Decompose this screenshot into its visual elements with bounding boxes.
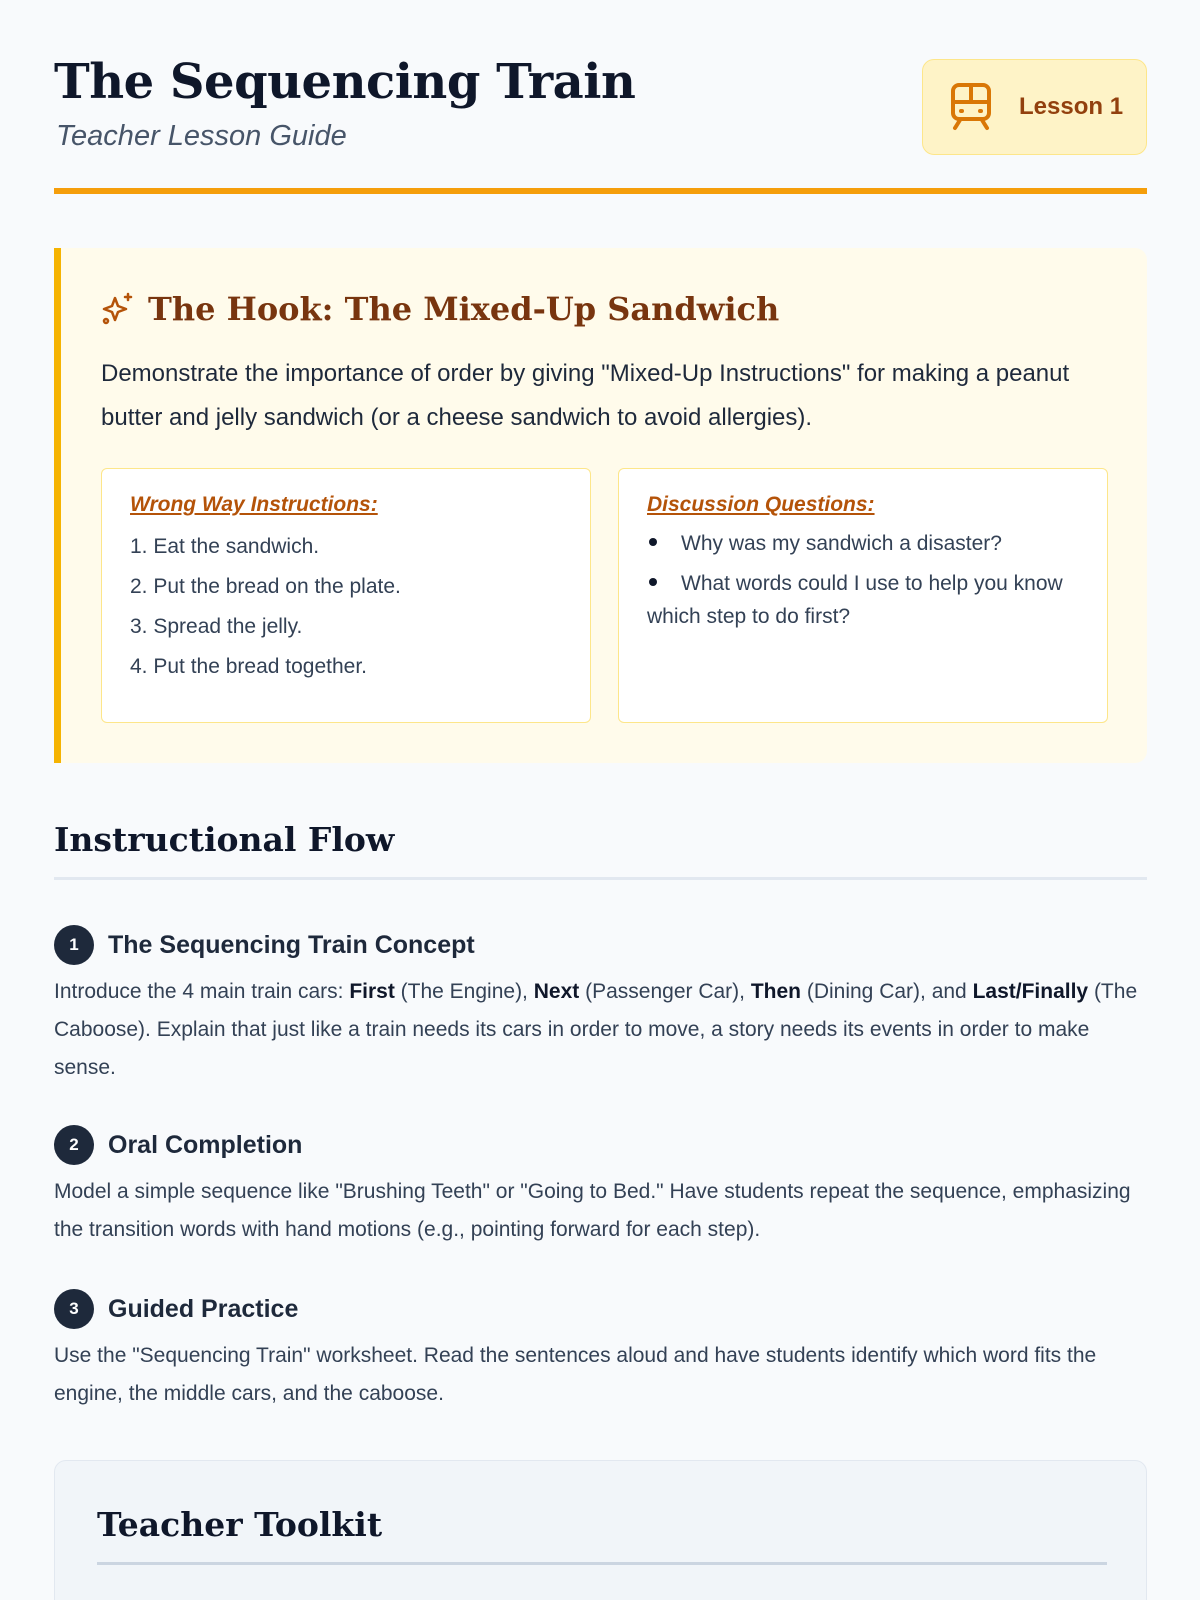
discussion-card xyxy=(618,468,1108,723)
step-header xyxy=(54,1289,1147,1329)
flow-step-3 xyxy=(54,1289,1147,1413)
hook-title: The Hook: The Mixed-Up Sandwich xyxy=(148,290,780,328)
discussion-list xyxy=(647,527,1079,633)
toolkit-heading: Teacher Toolkit xyxy=(97,1505,1107,1565)
list-item xyxy=(647,567,1079,633)
step-description: Model a simple sequence like "Brushing Teeth" or "Going to Bed." Have students repeat the sequence, emphasizing the transition words with hand motions (e.g., pointing forward for each step). xyxy=(54,1180,1131,1241)
step-number-badge: 1 xyxy=(54,925,94,965)
page-title: The Sequencing Train xyxy=(54,54,636,110)
lesson-page xyxy=(54,0,1147,1544)
step-description xyxy=(54,973,1147,1087)
page-header xyxy=(54,0,1147,194)
list-item: 1. Eat the sandwich. xyxy=(130,535,320,558)
flow-heading: Instructional Flow xyxy=(54,820,1147,880)
wrong-way-list xyxy=(130,527,562,687)
step-title: Oral Completion xyxy=(108,1130,303,1159)
discussion-heading: Discussion Questions: xyxy=(647,493,875,516)
step-title: The Sequencing Train Concept xyxy=(108,930,475,959)
hook-section xyxy=(54,248,1147,763)
flow-step-2 xyxy=(54,1125,1147,1249)
step-header xyxy=(54,1125,1147,1165)
bullet-icon xyxy=(649,538,657,546)
step-description: Use the "Sequencing Train" worksheet. Read the sentences aloud and have students identify which word fits the engine, the middle cars, and the caboose. xyxy=(54,1344,1097,1405)
lesson-badge xyxy=(922,59,1147,155)
keyword-next: Next xyxy=(533,980,580,1003)
discussion-question: What words could I use to help you know which step to do first? xyxy=(647,572,1063,628)
list-item xyxy=(647,527,1079,560)
step-header xyxy=(54,925,1147,965)
step-text: (The Caboose). Explain that just like a train needs its cars in order to move, a story needs its events in order to make sense. xyxy=(54,980,1138,1079)
sparkles-icon xyxy=(100,291,136,327)
page-subtitle: Teacher Lesson Guide xyxy=(56,120,347,152)
list-item: 4. Put the bread together. xyxy=(130,655,368,678)
step-number-badge: 2 xyxy=(54,1125,94,1165)
keyword-first: First xyxy=(349,980,395,1003)
step-text: (Dining Car), and xyxy=(801,980,973,1003)
lesson-number: Lesson 1 xyxy=(1019,93,1124,120)
wrong-way-heading: Wrong Way Instructions: xyxy=(130,493,378,516)
step-number-badge: 3 xyxy=(54,1289,94,1329)
list-item: 2. Put the bread on the plate. xyxy=(130,575,401,598)
wrong-way-card xyxy=(101,468,591,723)
keyword-then: Then xyxy=(750,980,801,1003)
keyword-last: Last/Finally xyxy=(972,980,1089,1003)
list-item: 3. Spread the jelly. xyxy=(130,615,303,638)
teacher-toolkit xyxy=(54,1460,1147,1600)
step-text: Introduce the 4 main train cars: xyxy=(54,980,350,1003)
hook-title-row xyxy=(100,290,779,328)
bullet-icon xyxy=(649,578,657,586)
flow-step-1 xyxy=(54,925,1147,1087)
discussion-question: Why was my sandwich a disaster? xyxy=(681,532,1002,555)
step-text: (The Engine), xyxy=(394,980,534,1003)
hook-description: Demonstrate the importance of order by giving "Mixed-Up Instructions" for making a peanut butter and jelly sandwich (or a cheese sandwich to avoid allergies). xyxy=(101,360,1070,431)
step-text: (Passenger Car), xyxy=(579,980,751,1003)
train-icon xyxy=(949,82,993,132)
step-title: Guided Practice xyxy=(108,1294,299,1323)
